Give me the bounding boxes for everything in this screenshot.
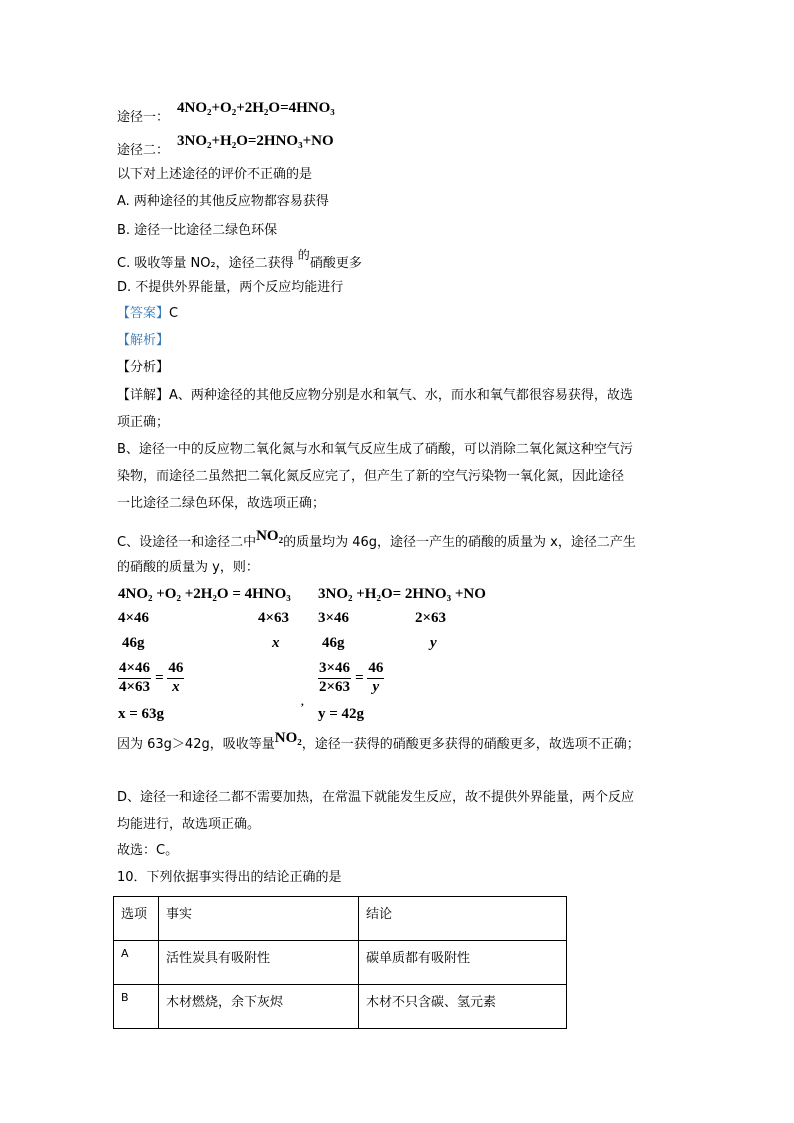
question-text: 以下对上述途径的评价不正确的是 [117,167,313,182]
detail-text: 因为 63g＞42g，吸收等量 [117,737,275,752]
option-c [117,248,362,272]
detail-d1: D、途径一和途径二都不需要加热，在常温下就能发生反应，故不提供外界能量，两个反应 [117,790,635,805]
table-row [114,985,567,1029]
detail-b1: B、途径一中的反应物二氧化氮与水和氧气反应生成了硝酸，可以消除二氧化氮这种空气污 [117,442,633,457]
calc1-ratio: 4×63 [258,610,290,626]
calc2-ratio: 2×63 [415,610,447,626]
answer-value: C [169,306,179,321]
detail-text: C、设途径一和途径二中 [117,535,257,550]
option-b: B. 途径一比途径二绿色环保 [117,223,278,238]
table-header: 结论 [359,897,567,941]
numerator: 4×46 [118,660,151,679]
numerator: 46 [167,660,184,679]
calc1-equation: 4NO₂ +O₂ +2H₂O = 4HNO₃ [118,586,291,602]
table-cell: 木材燃烧，余下灰烬 [159,985,359,1029]
detail-c2: 的硝酸的质量为 y，则： [117,560,259,575]
denominator: 2×63 [319,679,351,695]
conclusion: 故选：C。 [117,843,179,858]
table-cell: 碳单质都有吸附性 [359,941,567,985]
no2-formula: NO₂ [256,528,284,544]
denominator: x [172,679,180,695]
numerator: 3×46 [318,660,351,679]
option-c-text: C. 吸收等量 NO₂，途径二获得 [117,256,294,271]
detail-b2: 染物，而途径二虽然把二氧化氮反应完了，但产生了新的空气污染物一氧化氮，因此途径 [117,469,625,484]
calc1-fraction: $\frac{4\times 46}{4\times 63}$ = $\frac{46}{x}$ [119,660,184,695]
detail-c3 [117,730,640,753]
detail-d2: 均能进行，故选项正确。 [117,817,261,832]
route2-equation: 3NO₂+H₂O=2HNO₃+NO [177,133,334,149]
answer-tag: 【答案】 [117,306,170,321]
route2-label: 途径二： [117,143,170,158]
denominator: 4×63 [119,679,151,695]
table-header: 选项 [114,897,159,941]
option-a: A. 两种途径的其他反应物都容易获得 [117,194,329,209]
calc2-fraction: $\frac{3\times 46}{2\times 63}$ = $\frac{46}{y}$ [319,660,384,695]
detail-a2: 项正确； [117,415,170,430]
no2-formula: NO₂ [274,730,302,746]
numerator: 46 [367,660,384,679]
fenxi-tag: 【分析】 [117,360,170,375]
detail-b3: 一比途径二绿色环保，故选项正确； [117,496,326,511]
calc1-unknown: x [272,635,280,651]
calc2-mass: 46g [322,635,345,651]
table-cell: A [114,941,159,985]
detail-c1 [117,528,636,551]
detail-tag: 【详解】 [117,388,170,403]
calc1-ratio: 4×46 [118,610,150,626]
table-row [114,941,567,985]
option-c-sup: 的 [297,248,310,262]
denominator: y [372,679,380,695]
table-header-row [114,897,567,941]
detail-text: A、两种途径的其他反应物分别是水和氧气、水，而水和氧气都很容易获得，故选 [169,388,633,403]
calc1-mass: 46g [122,635,145,651]
question-10: 10．下列依据事实得出的结论正确的是 [117,870,342,885]
analysis-tag: 【解析】 [117,333,170,348]
calc2-result: y = 42g [318,706,365,722]
calc1-result: x = 63g [118,706,165,722]
route1-label: 途径一： [117,110,170,125]
detail-a1 [117,388,633,404]
calc2-ratio: 3×46 [318,610,350,626]
detail-text: 的质量均为 46g，途径一产生的硝酸的质量为 x，途径二产生 [283,535,636,550]
table-cell: 木材不只含碳、氢元素 [359,985,567,1029]
option-d: D. 不提供外界能量，两个反应均能进行 [117,280,344,295]
detail-text: ，途径一获得的硝酸更多获得的硝酸更多，故选项不正确； [301,737,640,752]
calc2-unknown: y [430,635,437,651]
table-cell: 活性炭具有吸附性 [159,941,359,985]
option-c-text-end: 硝酸更多 [309,256,362,271]
route1-equation: 4NO₂+O₂+2H₂O=4HNO₃ [177,100,335,116]
calc2-equation: 3NO₂ +H₂O= 2HNO₃ +NO [318,586,486,602]
table-cell: B [114,985,159,1029]
facts-table [113,896,567,1029]
table-header: 事实 [159,897,359,941]
comma: , [301,696,304,708]
answer-line [117,306,178,322]
